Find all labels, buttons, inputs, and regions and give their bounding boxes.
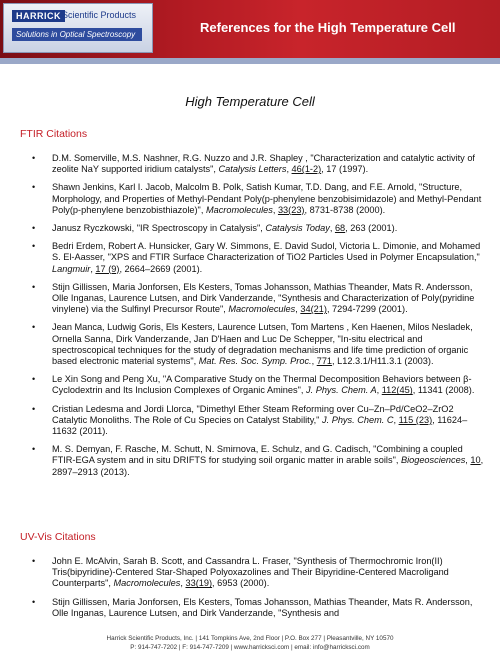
uvvis-citation-list bbox=[20, 556, 485, 626]
citation-pages: , 11341 (2008). bbox=[412, 385, 475, 396]
journal-name: Biogeosciences bbox=[400, 455, 466, 466]
section-heading-ftir: FTIR Citations bbox=[20, 128, 88, 140]
citation-item bbox=[20, 182, 485, 216]
citation-sep: , bbox=[465, 455, 471, 466]
volume-number: 68 bbox=[334, 223, 346, 234]
journal-name: Langmuir bbox=[52, 263, 91, 274]
logo-tagline: Solutions in Optical Spectroscopy bbox=[12, 28, 142, 41]
citation-text: Stijn Gillissen, Maria Jonforsen, Els Kesters, Tomas Johansson, Mathias Theander, Mats R. Andersson, Olle Inganas, Laurence Lutsen, and Dirk Vanderzande, "Synthesis and Characterization of Poly(pyridine vinylene) via the Sulfinyl Precursor Route", bbox=[52, 281, 475, 315]
ftir-citation-list bbox=[20, 153, 485, 485]
citation-sep: , bbox=[393, 414, 399, 425]
volume-number: 771 bbox=[316, 356, 333, 367]
harrick-logo bbox=[3, 3, 153, 53]
journal-name: Macromolecules bbox=[113, 578, 181, 589]
citation-item bbox=[20, 223, 485, 234]
citation-text: Janusz Ryczkowski, "IR Spectroscopy in Catalysis", bbox=[52, 223, 266, 234]
volume-number: 34(21) bbox=[300, 304, 327, 315]
citation-sep: , bbox=[311, 356, 317, 367]
header-stripe bbox=[0, 58, 500, 64]
journal-name: J. Phys. Chem. A bbox=[306, 385, 377, 396]
citation-text: M. S. Demyan, F. Rasche, M. Schutt, N. Smirnova, E. Schulz, and G. Cadisch, "Combining a coupled FTIR-EGA system and in situ DRIFTS for studying soil organic matter in arable soils", bbox=[52, 444, 463, 466]
page-footer bbox=[0, 634, 500, 652]
citation-item bbox=[20, 322, 485, 367]
volume-number: 10 bbox=[470, 455, 481, 466]
footer-address: Harrick Scientific Products, Inc. | 141 Tompkins Ave, 2nd Floor | P.O. Box 277 | Pleasantville, NY 10570 bbox=[106, 635, 394, 642]
citation-pages: , 17 (1997). bbox=[321, 164, 369, 175]
citation-sep: , bbox=[329, 223, 335, 234]
citation-sep: , bbox=[295, 304, 301, 315]
citation-pages: , 263 (2001). bbox=[345, 223, 398, 234]
volume-number: 46(1-2) bbox=[291, 164, 322, 175]
citation-pages: , 11624–11632 (2011). bbox=[52, 414, 468, 437]
logo-subtitle: Scientific Products bbox=[62, 10, 137, 20]
citation-pages: , 7294-7299 (2001). bbox=[326, 304, 408, 315]
citation-sep: , bbox=[180, 578, 186, 589]
citation-item bbox=[20, 153, 485, 175]
citation-item bbox=[20, 241, 485, 275]
journal-name: Macromolecules bbox=[228, 304, 296, 315]
citation-sep: , bbox=[286, 164, 292, 175]
citation-text: D.M. Somerville, M.S. Nashner, R.G. Nuzzo and J.R. Shapley , "Characterization and catalytic activity of zeolite NaY supported iridium catalysts", bbox=[52, 153, 475, 175]
journal-name: Catalysis Letters bbox=[218, 164, 287, 175]
citation-text: Jean Manca, Ludwig Goris, Els Kesters, Laurence Lutsen, Tom Martens , Ken Haenen, Milos Nesladek, Ornella Sanna, Dirk Vanderzande, Jan D'Haen and Luc De Schepper, "In-situ electrical and spectroscopical techniques for the study of degradation mechanisms and life time prediction of organic based electronic material systems", bbox=[52, 322, 473, 367]
citation-item bbox=[20, 282, 485, 316]
volume-number: 17 (9) bbox=[95, 263, 120, 274]
footer-contact: P: 914-747-7202 | F: 914-747-7209 | www.harricksci.com | email: info@harricksci.com bbox=[130, 644, 370, 651]
journal-name: Mat. Res. Soc. Symp. Proc. bbox=[198, 356, 312, 367]
citation-sep: , bbox=[272, 204, 278, 215]
citation-pages: , 8731-8738 (2000). bbox=[304, 204, 386, 215]
journal-name: Macromolecules bbox=[205, 204, 273, 215]
volume-number: 33(19) bbox=[185, 578, 213, 589]
citation-text: John E. McAlvin, Sarah B. Scott, and Cassandra L. Fraser, "Synthesis of Thermochromic Iron(II) Tris(bipyridine)-Centered Star-Shaped Polyoxazolines and Their Bipyridine-Centered Macroligand Counterparts", bbox=[52, 556, 449, 589]
citation-text: Bedri Erdem, Robert A. Hunsicker, Gary W. Simmons, E. David Sudol, Victoria L. Dimonie, and Mohamed S. El-Aasser, "XPS and FTIR Surface Characterization of TiO2 Particles Used in Polymer Encapsulation," bbox=[52, 241, 481, 263]
citation-item bbox=[20, 556, 485, 590]
citation-text: Shawn Jenkins, Karl I. Jacob, Malcolm B. Polk, Satish Kumar, T.D. Dang, and F.E. Arnold, "Structure, Morphology, and Properties of Methyl-Pendant Poly(p-phenylene benzobisimidazole) and Methyl-Pendant Poly(p-phenylene benzobisthiazole)", bbox=[52, 182, 482, 215]
citation-item bbox=[20, 597, 485, 619]
citation-sep: , bbox=[376, 385, 382, 396]
volume-number: 115 (23) bbox=[398, 414, 433, 425]
citation-text: Cristian Ledesma and Jordi Llorca, "Dimethyl Ether Steam Reforming over Cu–Zn–Pd/CeO2–ZrO2 Catalytic Monoliths. The Role of Cu Species on Catalyst Stability," bbox=[52, 403, 454, 425]
header-title: References for the High Temperature Cell bbox=[200, 20, 456, 35]
volume-number: 112(45) bbox=[381, 385, 413, 396]
citation-sep: , bbox=[90, 263, 96, 274]
citation-pages: , L12.3.1/H11.3.1 (2003). bbox=[332, 356, 434, 367]
citation-pages: , 2664–2669 (2001). bbox=[119, 263, 203, 274]
section-heading-uvvis: UV-Vis Citations bbox=[20, 531, 96, 543]
page-header bbox=[0, 0, 500, 58]
citation-item bbox=[20, 444, 485, 478]
volume-number: 33(23) bbox=[277, 204, 305, 215]
journal-name: Catalysis Today bbox=[265, 223, 330, 234]
page-title: High Temperature Cell bbox=[185, 94, 315, 109]
journal-name: J. Phys. Chem. C bbox=[322, 414, 394, 425]
logo-brand: HARRICK bbox=[12, 10, 65, 22]
citation-pages: , 2897–2913 (2013). bbox=[52, 455, 484, 477]
citation-text: Le Xin Song and Peng Xu, "A Comparative Study on the Thermal Decomposition Behaviors between β-Cyclodextrin and Its Inclusion Complexes of Organic Amines", bbox=[52, 374, 472, 396]
citation-item bbox=[20, 404, 485, 438]
citation-text: Stijn Gillissen, Maria Jonforsen, Els Kesters, Tomas Johansson, Mathias Theander, Mats R. Andersson, Olle Inganas, Laurence Lutsen, and Dirk Vanderzande, "Synthesis and bbox=[52, 596, 473, 618]
citation-item bbox=[20, 374, 485, 396]
citation-pages: , 6953 (2000). bbox=[212, 578, 270, 589]
